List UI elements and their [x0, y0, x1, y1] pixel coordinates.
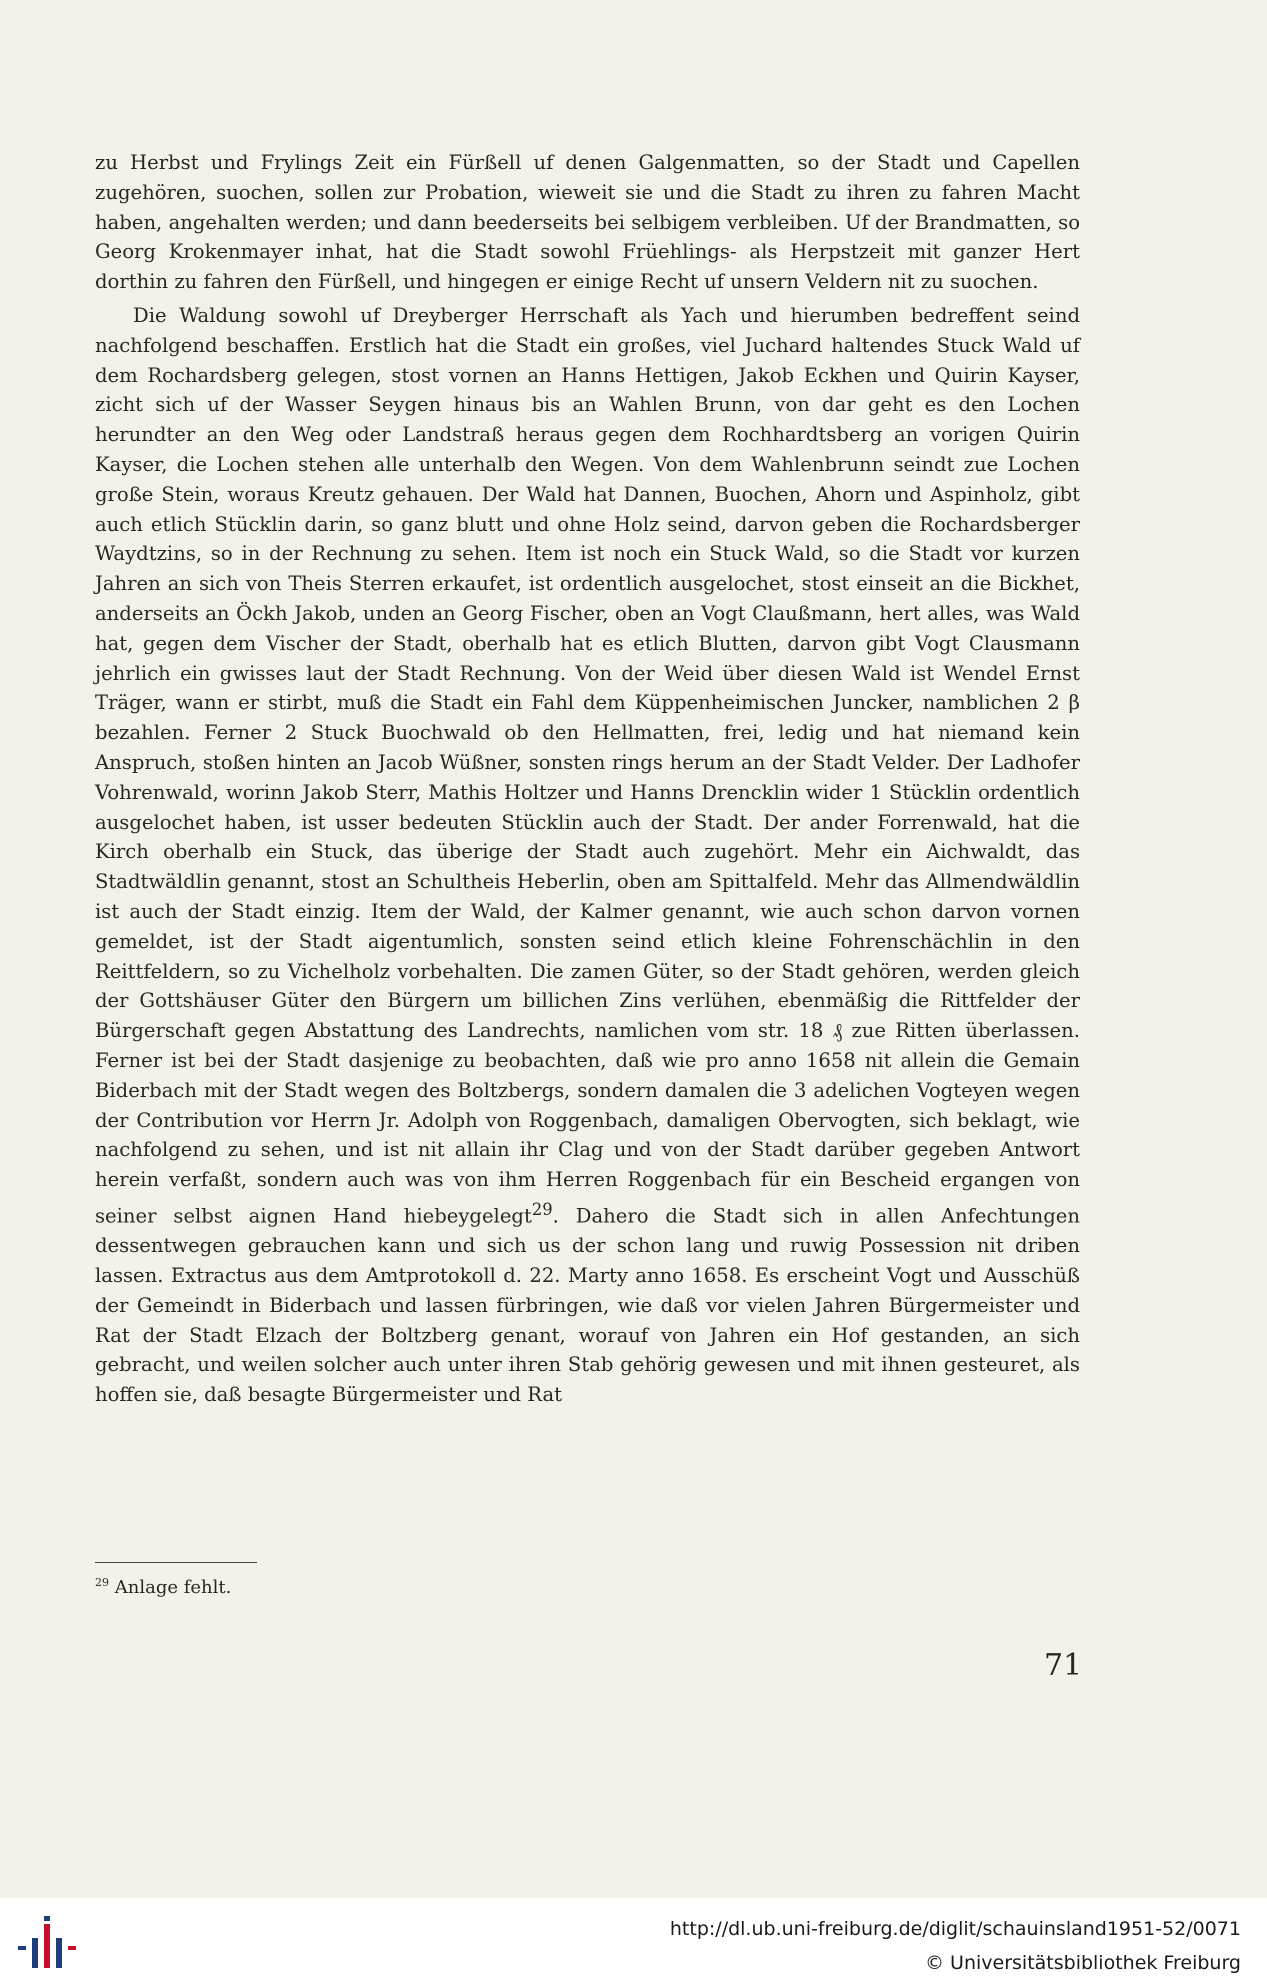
viewer-footer	[0, 1898, 1267, 1988]
footnote-divider	[95, 1562, 257, 1563]
footnote-number: 29	[95, 1576, 109, 1589]
paragraph-2-tail: . Dahero die Stadt sich in allen Anfechtungen dessentwegen gebrauchen kann und sich us der schon lang und ruwig Possession nit driben lassen.	[95, 1204, 1080, 1288]
paragraph-3-text: Extractus aus dem Amtprotokoll d. 22. Marty anno 1658. Es erscheint Vogt und Ausschüß der Gemeindt in Biderbach und lassen fürbringen, wie daß vor vielen Jahren Bürgermeister und Rat der Stadt Elzach der Boltzberg genant, worauf von Jahren ein Hof gestanden, an sich gebracht, und weilen solcher auch unter ihren Stab gehörig gewesen und mit ihnen gesteuret, als hoffen sie, daß besagte Bürgermeister und Rat	[95, 1264, 1080, 1407]
copyright-notice: © Universitätsbibliothek Freiburg	[925, 1952, 1241, 1974]
paragraph-1: zu Herbst und Frylings Zeit ein Fürßell uf denen Galgenmatten, so der Stadt und Capellen zugehören, suochen, sollen zur Probation, wieweit sie und die Stadt zu ihren zu fahren Macht haben, angehalten werden; und dann beederseits bei selbigem verbleiben. Uf der Brandmatten, so Georg Krokenmayer inhat, hat die Stadt sowohl Früehlings- als Herpstzeit mit ganzer Hert dorthin zu fahren den Fürßell, und hingegen er einige Recht uf unsern Veldern nit zu suochen.	[95, 151, 1080, 294]
footnote	[95, 1576, 231, 1598]
footnote-reference: 29	[531, 1199, 553, 1219]
page-number: 71	[1044, 1648, 1083, 1683]
body-text	[95, 148, 1080, 1410]
paragraph-2-text: Die Waldung sowohl uf Dreyberger Herrschaft als Yach und hierumben bedreffent seind nachfolgend beschaffen. Erstlich hat die Stadt ein großes, viel Juchard haltendes Stuck Wald uf dem Rochardsberg gelegen, stost vornen an Hanns Hettigen, Jakob Eckhen und Quirin Kayser, zicht sich uf der Wasser Seygen hinaus bis an Wahlen Brunn, von dar geht es den Lochen herundter an den Weg oder Landstraß heraus gegen dem Rochhardtsberg an vorigen Quirin Kayser, die Lochen stehen alle unterhalb den Wegen. Von dem Wahlenbrunn seindt zue Lochen große Stein, woraus Kreutz gehauen. Der Wald hat Dannen, Buochen, Ahorn und Aspinholz, gibt auch etlich Stücklin darin, so ganz blutt und ohne Holz seind, darvon geben die Rochardsberger Waydtzins, so in der Rechnung zu sehen. Item ist noch ein Stuck Wald, so die Stadt vor kurzen Jahren an sich von Theis Sterren erkaufet, ist ordentlich ausgelochet, stost einseit an die Bickhet, anderseits an Öckh Jakob, unden an Georg Fischer, oben an Vogt Claußmann, hert alles, was Wald hat, gegen dem Vischer der Stadt, oberhalb hat es etlich Blutten, darvon gibt Vogt Clausmann jehrlich ein gwisses laut der Stadt Rechnung. Von der Weid über diesen Wald ist Wendel Ernst Träger, wann er stirbt, muß die Stadt ein Fahl dem Küppenheimischen Juncker, namblichen 2 β bezahlen. Ferner 2 Stuck Buochwald ob den Hellmatten, frei, ledig und hat niemand kein Anspruch, stoßen hinten an Jacob Wüßner, sonsten rings herum an der Stadt Velder. Der Ladhofer Vohrenwald, worinn Jakob Sterr, Mathis Holtzer und Hanns Drencklin wider 1 Stücklin ordentlich ausgelochet haben, ist usser bedeuten Stücklin auch der Stadt. Der ander Forrenwald, hat die Kirch oberhalb ein Stuck, das überige der Stadt auch zugehört. Mehr ein Aichwaldt, das Stadtwäldlin genannt, stost an Schultheis Heberlin, oben am Spittalfeld. Mehr das Allmendwäldlin ist auch der Stadt einzig. Item der Wald, der Kalmer genannt, wie auch schon darvon vornen gemeldet, ist der Stadt aigentumlich, sonsten seind etlich kleine Fohrenschächlin in den Reittfeldern, so zu Vichelholz vorbehalten. Die zamen Güter, so der Stadt gehören, werden gleich der Gottshäuser Güter den Bürgern um billichen Zins verlühen, ebenmäßig die Rittfelder der Bürgerschaft gegen Abstattung des Landrechts, namlichen vom str. 18 ₰ zue Ritten überlassen. Ferner ist bei der Stadt dasjenige zu beobachten, daß wie pro anno 1658 nit allein die Gemain Biderbach mit der Stadt wegen des Boltzbergs, sondern damalen die 3 adelichen Vogteyen wegen der Contribution vor Herrn Jr. Adolph von Roggenbach, damaligen Obervogten, sich beklagt, wie nachfolgend zu sehen, und ist nit allain ihr Clag und von der Stadt darüber gegeben Antwort herein verfaßt, sondern auch was von ihm Herren Roggenbach für ein Bescheid ergangen von seiner selbst aignen Hand hiebeygelegt	[95, 303, 1080, 1228]
footnote-text: Anlage fehlt.	[114, 1577, 232, 1598]
paragraph-2	[95, 301, 1080, 1410]
permalink-url[interactable]: http://dl.ub.uni-freiburg.de/diglit/schauinsland1951-52/0071	[669, 1918, 1241, 1940]
library-logo-icon	[14, 1916, 78, 1976]
